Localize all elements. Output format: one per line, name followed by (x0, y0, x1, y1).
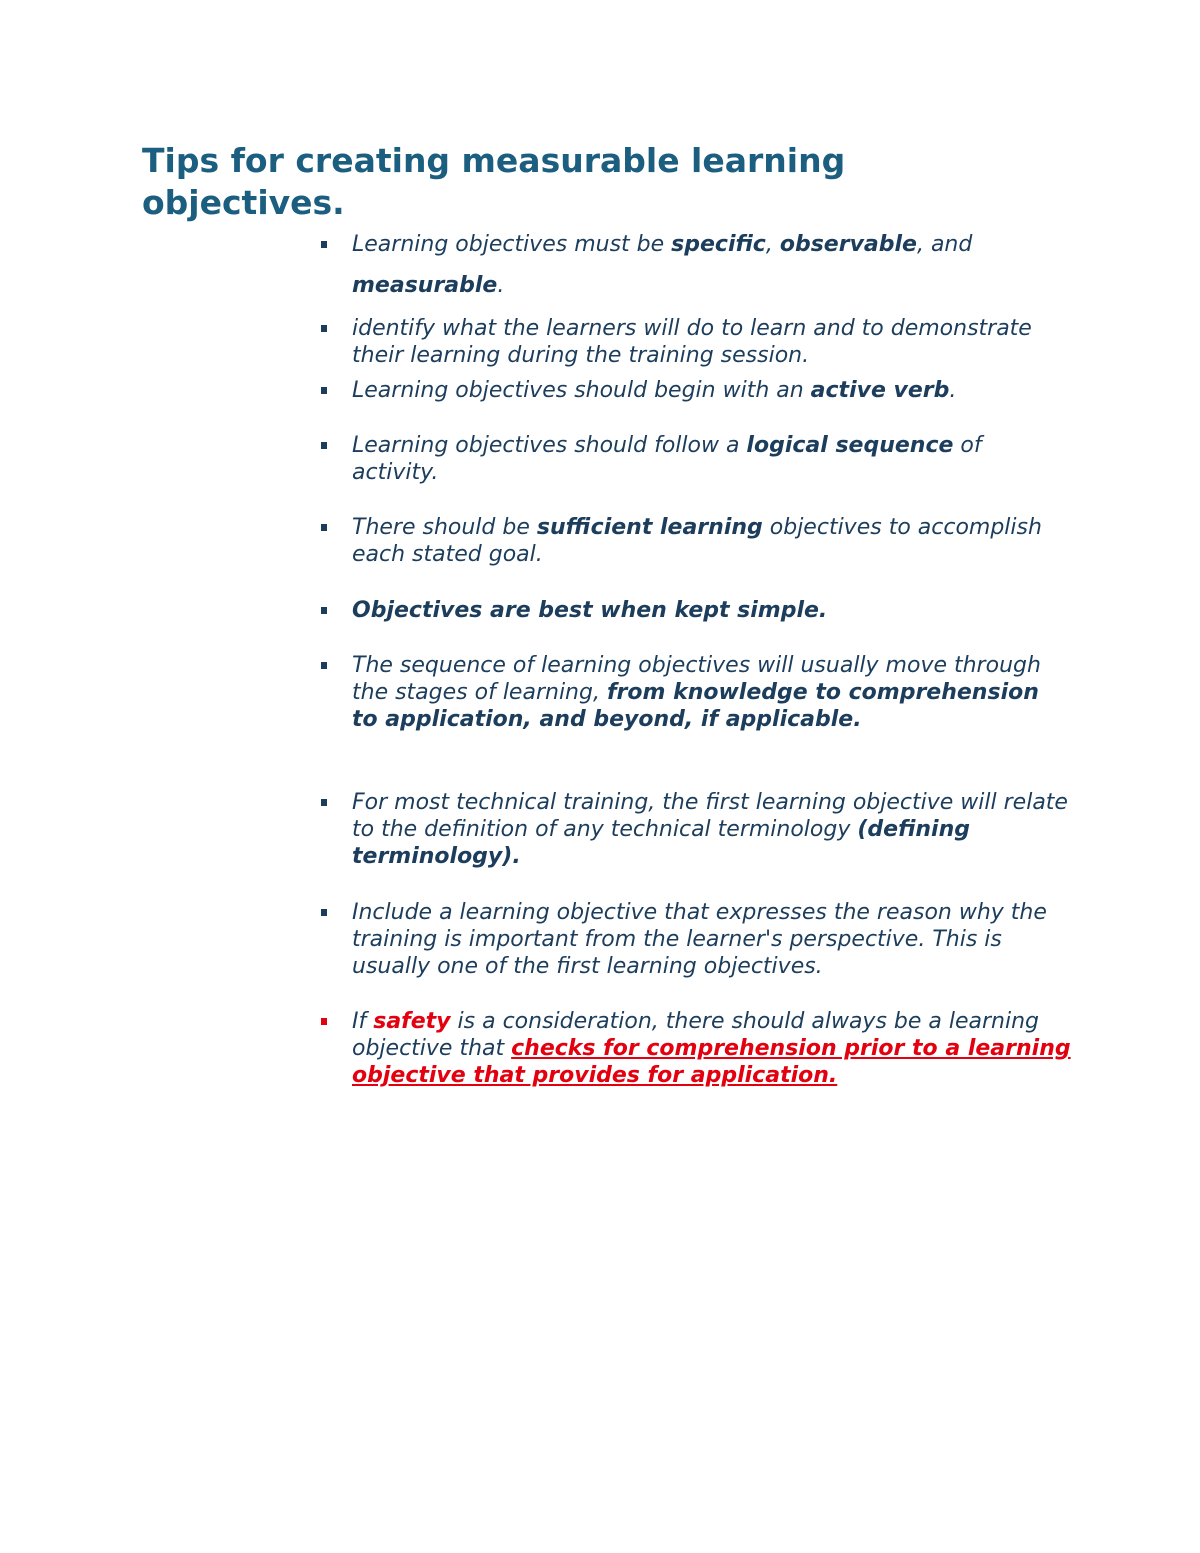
tip-item-8 (352, 789, 1072, 870)
tip-item-9 (352, 899, 1072, 980)
tip-item-10 (352, 1008, 1072, 1089)
tip-item-4 (352, 432, 1072, 486)
tip-item-5 (352, 514, 1072, 568)
tip-text: For most technical training, the first learning objective will relate to the definition of any technical terminology (352, 790, 1068, 842)
tip-emphasis: (defining terminology). (352, 817, 971, 869)
tip-text: . (949, 378, 957, 403)
square-bullet-icon (321, 325, 327, 332)
tip-item-2 (352, 315, 1072, 369)
square-bullet-icon (321, 387, 327, 394)
tip-item-3 (352, 377, 1072, 404)
tip-text: Learning objectives should begin with an (352, 378, 811, 403)
tip-text: The sequence of learning objectives will usually move through the stages of learning, (352, 653, 1041, 705)
tip-text: . (497, 273, 505, 298)
tip-emphasis: active verb (810, 378, 950, 403)
tip-text: If (352, 1009, 374, 1034)
tip-emphasis: specific (671, 232, 766, 257)
tip-text: Learning objectives should follow a (352, 433, 747, 458)
tip-text: of activity. (352, 433, 982, 485)
tip-text: , and (916, 232, 973, 257)
square-bullet-icon (321, 799, 327, 806)
tip-emphasis: observable (779, 232, 917, 257)
tip-text: Include a learning objective that expresses the reason why the training is important from the learner's perspective. This is usually one of the first learning objectives. (352, 900, 1047, 979)
tip-emphasis: from knowledge to comprehension to application, and beyond, if applicable (352, 680, 1039, 732)
tip-item-1 (352, 231, 1072, 299)
tip-emphasis: sufficient learning (536, 515, 763, 540)
square-bullet-icon (321, 241, 327, 248)
tip-item-6 (352, 597, 1072, 624)
square-bullet-icon (321, 442, 327, 449)
square-bullet-icon (321, 607, 327, 614)
tip-emphasis: logical sequence (746, 433, 954, 458)
tip-text: objectives to accomplish each stated goal. (352, 515, 1042, 567)
tip-text: . (853, 707, 862, 732)
page-title: Tips for creating measurable learning objectives. (142, 141, 846, 222)
tip-warning-highlight: checks for comprehension prior to a learning objective that provides for application. (352, 1036, 1071, 1088)
tip-text: is a consideration, there should always be a learning objective that (352, 1009, 1039, 1061)
tip-text: identify what the learners will do to learn and to demonstrate their learning during the training session. (352, 316, 1032, 368)
tip-item-7 (352, 652, 1072, 733)
square-bullet-icon (321, 1018, 327, 1025)
tip-text: There should be (352, 515, 537, 540)
tip-text: , (765, 232, 780, 257)
tip-text: Learning objectives must be (352, 232, 672, 257)
square-bullet-icon (321, 909, 327, 916)
tip-safety-highlight: safety (373, 1009, 451, 1034)
square-bullet-icon (321, 662, 327, 669)
tip-emphasis: measurable (352, 273, 498, 298)
tip-emphasis: Objectives are best when kept simple. (352, 598, 828, 623)
square-bullet-icon (321, 524, 327, 531)
